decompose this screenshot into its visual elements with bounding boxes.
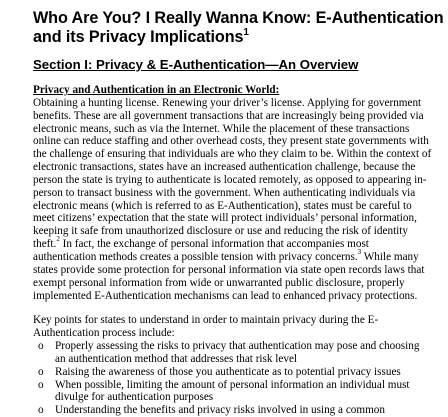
bullet-item [33,340,448,366]
bullet-marker: o [38,365,44,378]
bullet-marker: o [38,340,44,353]
title-line-1: Who Are You? I Really Wanna Know: E-Authentication [33,9,444,27]
paragraph-line: person to transact business with the government. When authenticating individuals via [33,186,416,199]
paragraph-line-concerns [33,248,448,264]
bullet-text-continued: divulge for authentication purposes [55,391,214,404]
title-line-2-text: and its Privacy Implications [33,28,244,46]
footnote-marker-2: 2 [56,235,60,244]
concerns-text: authentication methods creates a possible tension with privacy concerns. [33,250,358,263]
paragraph-tail-lines [33,264,448,303]
paragraph-line: meet citizens’ expectation that the state will protect individuals’ personal information, [33,212,417,225]
paragraph-line: person the state is trying to authenticate is located remotely, as opposed to appearing in- [33,173,427,186]
footnote-marker-3: 3 [357,248,362,257]
theft-text-after: In fact, the exchange of personal information that accompanies most [59,238,369,251]
paragraph-line: Obtaining a hunting license. Renewing your driver’s license. Applying for government [33,96,422,109]
bullet-marker: o [38,378,44,391]
paragraph-gap [33,302,448,314]
keypoints-intro-line: Key points for states to understand in order to maintain privacy during the E- [33,314,379,327]
concerns-text-after: While many [361,250,419,263]
bullet-item [33,379,448,405]
paragraph-line: states provide some protection for personal information via state open records laws that [33,263,425,276]
title-footnote-marker: 1 [243,26,249,38]
bullet-text: o When possible, limiting the amount of personal information an individual must [38,378,410,391]
paragraph-lines [33,97,448,238]
keypoints-intro [33,314,448,340]
keypoints-intro-line: Authentication process include: [33,327,175,340]
bullet-item [33,366,448,379]
document-title [33,9,444,47]
paragraph-line: electronic transactions, states have an increased authentication challenge, because the [33,161,416,174]
bullet-item [33,404,448,417]
paragraph-line-theft [33,235,448,251]
paragraph-line: electronic means, such as via the Internet. While the placement of these transactions [33,122,410,135]
bullet-text: o Understanding the benefits and privacy risks involved in using a common [38,404,385,417]
theft-text: theft. [33,238,57,251]
paragraph-line: exempt personal information from wide or unwarranted public disclosure, properly [33,276,405,289]
bullet-marker: o [38,404,44,417]
paragraph-line: keeping it safe from unauthorized disclosure or use and reducing the risk of identity [33,225,408,238]
paragraph-line: implemented E-Authentication mechanisms can lead to enhanced privacy protections. [33,289,418,302]
bullet-text-continued: an authentication method that addresses that risk level [55,352,298,365]
bullet-list [33,340,448,417]
paragraph-line: online can reduce staffing and other overhead costs, they present state governments with [33,135,429,148]
bullet-text: o Properly assessing the risks to privacy that authentication may pose and choosing [38,340,420,353]
paragraph-line: electronic means (which is referred to as E-Authentication), states must be careful to [33,199,412,212]
subheading: Privacy and Authentication in an Electronic World: [33,84,280,96]
paragraph-line: benefits. These are all government transactions that are increasingly being provided via [33,109,424,122]
paragraph-line: the challenge of ensuring that individuals are who they claim to be. Within the context of [33,148,432,161]
body-text [33,84,448,417]
section-heading: Section I: Privacy & E-Authentication—An Overview [33,57,359,72]
title-line-2 [33,28,433,47]
bullet-text: o Raising the awareness of those you authenticate as to potential privacy issues [38,365,401,378]
